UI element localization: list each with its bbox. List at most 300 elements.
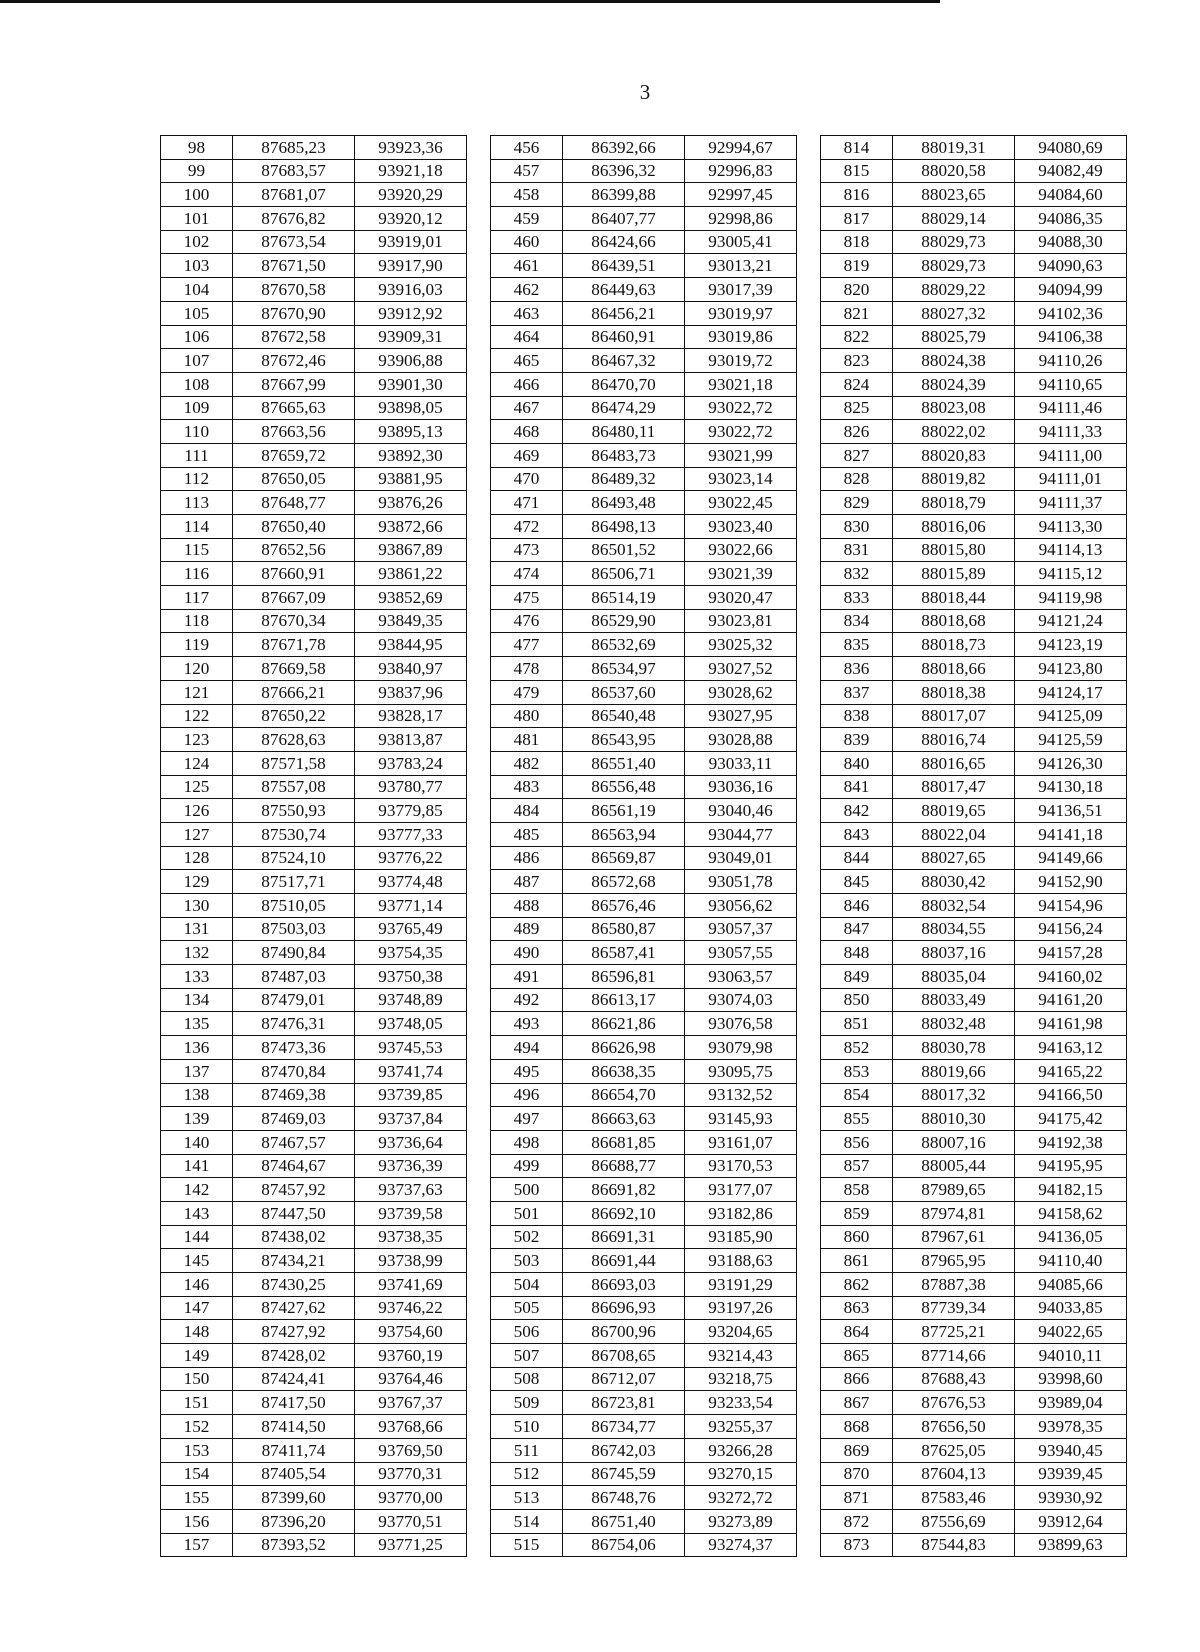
point-number-cell: 825 [821,396,893,420]
point-number-cell: 815 [821,159,893,183]
x-coordinate-cell: 87648,77 [233,491,355,515]
x-coordinate-cell: 88019,82 [893,467,1015,491]
point-number-cell: 497 [491,1107,563,1131]
x-coordinate-cell: 87676,53 [893,1391,1015,1415]
point-number-cell: 473 [491,538,563,562]
y-coordinate-cell: 94141,18 [1015,822,1127,846]
x-coordinate-cell: 88018,38 [893,680,1015,704]
column-group-separator [797,822,821,846]
table-row [161,1107,1127,1131]
point-number-cell: 857 [821,1154,893,1178]
x-coordinate-cell: 87544,83 [893,1533,1015,1557]
table-row [161,207,1127,231]
y-coordinate-cell: 94082,49 [1015,159,1127,183]
x-coordinate-cell: 86654,70 [563,1083,685,1107]
y-coordinate-cell: 94152,90 [1015,870,1127,894]
table-row [161,1201,1127,1225]
point-number-cell: 869 [821,1438,893,1462]
table-row [161,870,1127,894]
y-coordinate-cell: 93892,30 [355,443,467,467]
point-number-cell: 119 [161,633,233,657]
x-coordinate-cell: 86543,95 [563,728,685,752]
point-number-cell: 837 [821,680,893,704]
y-coordinate-cell: 93736,39 [355,1154,467,1178]
column-group-separator [797,467,821,491]
point-number-cell: 110 [161,420,233,444]
y-coordinate-cell: 93844,95 [355,633,467,657]
point-number-cell: 133 [161,965,233,989]
point-number-cell: 498 [491,1130,563,1154]
x-coordinate-cell: 86681,85 [563,1130,685,1154]
x-coordinate-cell: 88007,16 [893,1130,1015,1154]
y-coordinate-cell: 92998,86 [685,207,797,231]
column-group-separator [797,1486,821,1510]
y-coordinate-cell: 94088,30 [1015,230,1127,254]
column-group-separator [467,657,491,681]
y-coordinate-cell: 94110,40 [1015,1249,1127,1273]
x-coordinate-cell: 87470,84 [233,1059,355,1083]
y-coordinate-cell: 94111,00 [1015,443,1127,467]
point-number-cell: 121 [161,680,233,704]
y-coordinate-cell: 94165,22 [1015,1059,1127,1083]
x-coordinate-cell: 88020,58 [893,159,1015,183]
x-coordinate-cell: 87670,34 [233,609,355,633]
y-coordinate-cell: 94111,37 [1015,491,1127,515]
column-group-separator [797,965,821,989]
column-group-separator [797,1296,821,1320]
point-number-cell: 106 [161,325,233,349]
y-coordinate-cell: 94161,98 [1015,1012,1127,1036]
x-coordinate-cell: 88023,65 [893,183,1015,207]
x-coordinate-cell: 86561,19 [563,799,685,823]
y-coordinate-cell: 93783,24 [355,751,467,775]
column-group-separator [467,1367,491,1391]
y-coordinate-cell: 93776,22 [355,846,467,870]
table-row [161,846,1127,870]
y-coordinate-cell: 93028,88 [685,728,797,752]
column-group-separator [467,1273,491,1297]
point-number-cell: 131 [161,917,233,941]
point-number-cell: 481 [491,728,563,752]
point-number-cell: 823 [821,349,893,373]
x-coordinate-cell: 88033,49 [893,988,1015,1012]
y-coordinate-cell: 93182,86 [685,1201,797,1225]
column-group-separator [467,965,491,989]
x-coordinate-cell: 86613,17 [563,988,685,1012]
column-group-separator [467,1178,491,1202]
table-row [161,941,1127,965]
point-number-cell: 487 [491,870,563,894]
y-coordinate-cell: 93768,66 [355,1415,467,1439]
point-number-cell: 817 [821,207,893,231]
x-coordinate-cell: 87405,54 [233,1462,355,1486]
x-coordinate-cell: 86723,81 [563,1391,685,1415]
point-number-cell: 148 [161,1320,233,1344]
point-number-cell: 859 [821,1201,893,1225]
point-number-cell: 819 [821,254,893,278]
y-coordinate-cell: 93274,37 [685,1533,797,1557]
point-number-cell: 864 [821,1320,893,1344]
point-number-cell: 126 [161,799,233,823]
x-coordinate-cell: 88023,08 [893,396,1015,420]
x-coordinate-cell: 87393,52 [233,1533,355,1557]
point-number-cell: 856 [821,1130,893,1154]
table-row [161,467,1127,491]
point-number-cell: 479 [491,680,563,704]
x-coordinate-cell: 86708,65 [563,1344,685,1368]
y-coordinate-cell: 94086,35 [1015,207,1127,231]
y-coordinate-cell: 93764,46 [355,1367,467,1391]
point-number-cell: 829 [821,491,893,515]
x-coordinate-cell: 88022,04 [893,822,1015,846]
column-group-separator [467,349,491,373]
x-coordinate-cell: 86572,68 [563,870,685,894]
column-group-separator [467,609,491,633]
point-number-cell: 143 [161,1201,233,1225]
point-number-cell: 484 [491,799,563,823]
y-coordinate-cell: 93919,01 [355,230,467,254]
point-number-cell: 132 [161,941,233,965]
x-coordinate-cell: 87714,66 [893,1344,1015,1368]
point-number-cell: 129 [161,870,233,894]
x-coordinate-cell: 86563,94 [563,822,685,846]
point-number-cell: 855 [821,1107,893,1131]
x-coordinate-cell: 87550,93 [233,799,355,823]
column-group-separator [797,988,821,1012]
table-row [161,657,1127,681]
table-row [161,1059,1127,1083]
y-coordinate-cell: 93177,07 [685,1178,797,1202]
y-coordinate-cell: 94192,38 [1015,1130,1127,1154]
y-coordinate-cell: 93750,38 [355,965,467,989]
y-coordinate-cell: 93898,05 [355,396,467,420]
column-group-separator [467,917,491,941]
point-number-cell: 152 [161,1415,233,1439]
x-coordinate-cell: 87583,46 [893,1486,1015,1510]
table-row [161,1296,1127,1320]
y-coordinate-cell: 94111,46 [1015,396,1127,420]
column-group-separator [467,846,491,870]
x-coordinate-cell: 88016,65 [893,751,1015,775]
column-group-separator [467,799,491,823]
point-number-cell: 824 [821,372,893,396]
table-row [161,822,1127,846]
y-coordinate-cell: 93021,18 [685,372,797,396]
point-number-cell: 493 [491,1012,563,1036]
x-coordinate-cell: 86396,32 [563,159,685,183]
column-group-separator [797,1509,821,1533]
y-coordinate-cell: 93909,31 [355,325,467,349]
column-group-separator [797,586,821,610]
x-coordinate-cell: 87685,23 [233,136,355,160]
x-coordinate-cell: 87650,40 [233,515,355,539]
column-group-separator [797,1154,821,1178]
x-coordinate-cell: 86456,21 [563,301,685,325]
x-coordinate-cell: 88017,47 [893,775,1015,799]
column-group-separator [467,562,491,586]
point-number-cell: 128 [161,846,233,870]
column-group-separator [797,278,821,302]
column-group-separator [797,1225,821,1249]
table-row [161,728,1127,752]
x-coordinate-cell: 88017,07 [893,704,1015,728]
point-number-cell: 149 [161,1344,233,1368]
y-coordinate-cell: 93022,72 [685,420,797,444]
point-number-cell: 116 [161,562,233,586]
column-group-separator [467,278,491,302]
x-coordinate-cell: 87652,56 [233,538,355,562]
point-number-cell: 122 [161,704,233,728]
y-coordinate-cell: 93876,26 [355,491,467,515]
x-coordinate-cell: 86399,88 [563,183,685,207]
scan-edge-line [0,0,940,3]
table-row [161,1249,1127,1273]
x-coordinate-cell: 87670,58 [233,278,355,302]
y-coordinate-cell: 93023,40 [685,515,797,539]
column-group-separator [797,207,821,231]
y-coordinate-cell: 93145,93 [685,1107,797,1131]
point-number-cell: 472 [491,515,563,539]
point-number-cell: 475 [491,586,563,610]
column-group-separator [467,207,491,231]
x-coordinate-cell: 88016,74 [893,728,1015,752]
x-coordinate-cell: 87739,34 [893,1296,1015,1320]
column-group-separator [797,325,821,349]
column-group-separator [467,1486,491,1510]
column-group-separator [467,1344,491,1368]
y-coordinate-cell: 93770,51 [355,1509,467,1533]
x-coordinate-cell: 88016,06 [893,515,1015,539]
x-coordinate-cell: 87469,38 [233,1083,355,1107]
column-group-separator [797,870,821,894]
y-coordinate-cell: 93745,53 [355,1036,467,1060]
point-number-cell: 835 [821,633,893,657]
x-coordinate-cell: 87427,92 [233,1320,355,1344]
point-number-cell: 849 [821,965,893,989]
column-group-separator [467,1083,491,1107]
y-coordinate-cell: 93940,45 [1015,1438,1127,1462]
x-coordinate-cell: 86424,66 [563,230,685,254]
table-row [161,1036,1127,1060]
column-group-separator [797,1178,821,1202]
y-coordinate-cell: 93273,89 [685,1509,797,1533]
y-coordinate-cell: 94111,33 [1015,420,1127,444]
column-group-separator [797,230,821,254]
y-coordinate-cell: 93989,04 [1015,1391,1127,1415]
x-coordinate-cell: 87430,25 [233,1273,355,1297]
x-coordinate-cell: 88029,22 [893,278,1015,302]
x-coordinate-cell: 87989,65 [893,1178,1015,1202]
column-group-separator [797,917,821,941]
point-number-cell: 130 [161,894,233,918]
point-number-cell: 867 [821,1391,893,1415]
column-group-separator [467,230,491,254]
x-coordinate-cell: 86692,10 [563,1201,685,1225]
column-group-separator [797,1130,821,1154]
x-coordinate-cell: 86626,98 [563,1036,685,1060]
x-coordinate-cell: 86556,48 [563,775,685,799]
point-number-cell: 108 [161,372,233,396]
x-coordinate-cell: 87676,82 [233,207,355,231]
y-coordinate-cell: 93852,69 [355,586,467,610]
point-number-cell: 480 [491,704,563,728]
y-coordinate-cell: 93019,86 [685,325,797,349]
y-coordinate-cell: 93161,07 [685,1130,797,1154]
y-coordinate-cell: 93754,35 [355,941,467,965]
y-coordinate-cell: 93771,14 [355,894,467,918]
y-coordinate-cell: 94160,02 [1015,965,1127,989]
y-coordinate-cell: 93840,97 [355,657,467,681]
y-coordinate-cell: 94022,65 [1015,1320,1127,1344]
column-group-separator [467,467,491,491]
x-coordinate-cell: 88037,16 [893,941,1015,965]
column-group-separator [467,538,491,562]
column-group-separator [797,1083,821,1107]
y-coordinate-cell: 93270,15 [685,1462,797,1486]
point-number-cell: 831 [821,538,893,562]
table-row [161,183,1127,207]
column-group-separator [467,1201,491,1225]
table-row [161,349,1127,373]
y-coordinate-cell: 93049,01 [685,846,797,870]
x-coordinate-cell: 87424,41 [233,1367,355,1391]
x-coordinate-cell: 88030,42 [893,870,1015,894]
table-row [161,1486,1127,1510]
point-number-cell: 468 [491,420,563,444]
x-coordinate-cell: 86745,59 [563,1462,685,1486]
column-group-separator [797,159,821,183]
x-coordinate-cell: 86712,07 [563,1367,685,1391]
point-number-cell: 501 [491,1201,563,1225]
point-number-cell: 461 [491,254,563,278]
point-number-cell: 112 [161,467,233,491]
point-number-cell: 103 [161,254,233,278]
column-group-separator [797,1201,821,1225]
x-coordinate-cell: 88027,65 [893,846,1015,870]
table-row [161,230,1127,254]
y-coordinate-cell: 94182,15 [1015,1178,1127,1202]
point-number-cell: 124 [161,751,233,775]
point-number-cell: 145 [161,1249,233,1273]
x-coordinate-cell: 86489,32 [563,467,685,491]
x-coordinate-cell: 88015,80 [893,538,1015,562]
point-number-cell: 466 [491,372,563,396]
y-coordinate-cell: 93044,77 [685,822,797,846]
y-coordinate-cell: 93837,96 [355,680,467,704]
x-coordinate-cell: 86501,52 [563,538,685,562]
y-coordinate-cell: 93760,19 [355,1344,467,1368]
x-coordinate-cell: 88019,65 [893,799,1015,823]
point-number-cell: 147 [161,1296,233,1320]
x-coordinate-cell: 87469,03 [233,1107,355,1131]
table-row [161,325,1127,349]
x-coordinate-cell: 86460,91 [563,325,685,349]
x-coordinate-cell: 86576,46 [563,894,685,918]
point-number-cell: 117 [161,586,233,610]
x-coordinate-cell: 88020,83 [893,443,1015,467]
y-coordinate-cell: 93813,87 [355,728,467,752]
table-row [161,1391,1127,1415]
y-coordinate-cell: 94033,85 [1015,1296,1127,1320]
x-coordinate-cell: 86540,48 [563,704,685,728]
x-coordinate-cell: 87665,63 [233,396,355,420]
y-coordinate-cell: 94125,59 [1015,728,1127,752]
column-group-separator [797,1320,821,1344]
x-coordinate-cell: 87974,81 [893,1201,1015,1225]
y-coordinate-cell: 93079,98 [685,1036,797,1060]
column-group-separator [467,1225,491,1249]
y-coordinate-cell: 93057,37 [685,917,797,941]
y-coordinate-cell: 94084,60 [1015,183,1127,207]
point-number-cell: 838 [821,704,893,728]
point-number-cell: 102 [161,230,233,254]
x-coordinate-cell: 88018,68 [893,609,1015,633]
column-group-separator [467,136,491,160]
y-coordinate-cell: 93916,03 [355,278,467,302]
table-row [161,396,1127,420]
column-group-separator [797,538,821,562]
x-coordinate-cell: 87663,56 [233,420,355,444]
table-row [161,420,1127,444]
point-number-cell: 101 [161,207,233,231]
point-number-cell: 832 [821,562,893,586]
point-number-cell: 839 [821,728,893,752]
y-coordinate-cell: 93770,31 [355,1462,467,1486]
x-coordinate-cell: 87672,46 [233,349,355,373]
column-group-separator [467,633,491,657]
point-number-cell: 862 [821,1273,893,1297]
point-number-cell: 506 [491,1320,563,1344]
point-number-cell: 100 [161,183,233,207]
y-coordinate-cell: 94161,20 [1015,988,1127,1012]
table-row [161,1154,1127,1178]
y-coordinate-cell: 93899,63 [1015,1533,1127,1557]
y-coordinate-cell: 94106,38 [1015,325,1127,349]
x-coordinate-cell: 87467,57 [233,1130,355,1154]
x-coordinate-cell: 86621,86 [563,1012,685,1036]
x-coordinate-cell: 86751,40 [563,1509,685,1533]
point-number-cell: 105 [161,301,233,325]
point-number-cell: 127 [161,822,233,846]
column-group-separator [797,609,821,633]
x-coordinate-cell: 88010,30 [893,1107,1015,1131]
x-coordinate-cell: 87660,91 [233,562,355,586]
table-row [161,278,1127,302]
point-number-cell: 136 [161,1036,233,1060]
point-number-cell: 821 [821,301,893,325]
x-coordinate-cell: 86449,63 [563,278,685,302]
column-group-separator [797,633,821,657]
column-group-separator [797,941,821,965]
point-number-cell: 478 [491,657,563,681]
column-group-separator [797,1036,821,1060]
y-coordinate-cell: 94115,12 [1015,562,1127,586]
coordinates-table-body [161,136,1127,1557]
y-coordinate-cell: 94111,01 [1015,467,1127,491]
point-number-cell: 508 [491,1367,563,1391]
y-coordinate-cell: 93738,99 [355,1249,467,1273]
column-group-separator [797,136,821,160]
column-group-separator [797,1367,821,1391]
y-coordinate-cell: 93930,92 [1015,1486,1127,1510]
column-group-separator [797,183,821,207]
x-coordinate-cell: 88019,31 [893,136,1015,160]
x-coordinate-cell: 87887,38 [893,1273,1015,1297]
point-number-cell: 513 [491,1486,563,1510]
x-coordinate-cell: 87967,61 [893,1225,1015,1249]
table-row [161,1083,1127,1107]
x-coordinate-cell: 86700,96 [563,1320,685,1344]
